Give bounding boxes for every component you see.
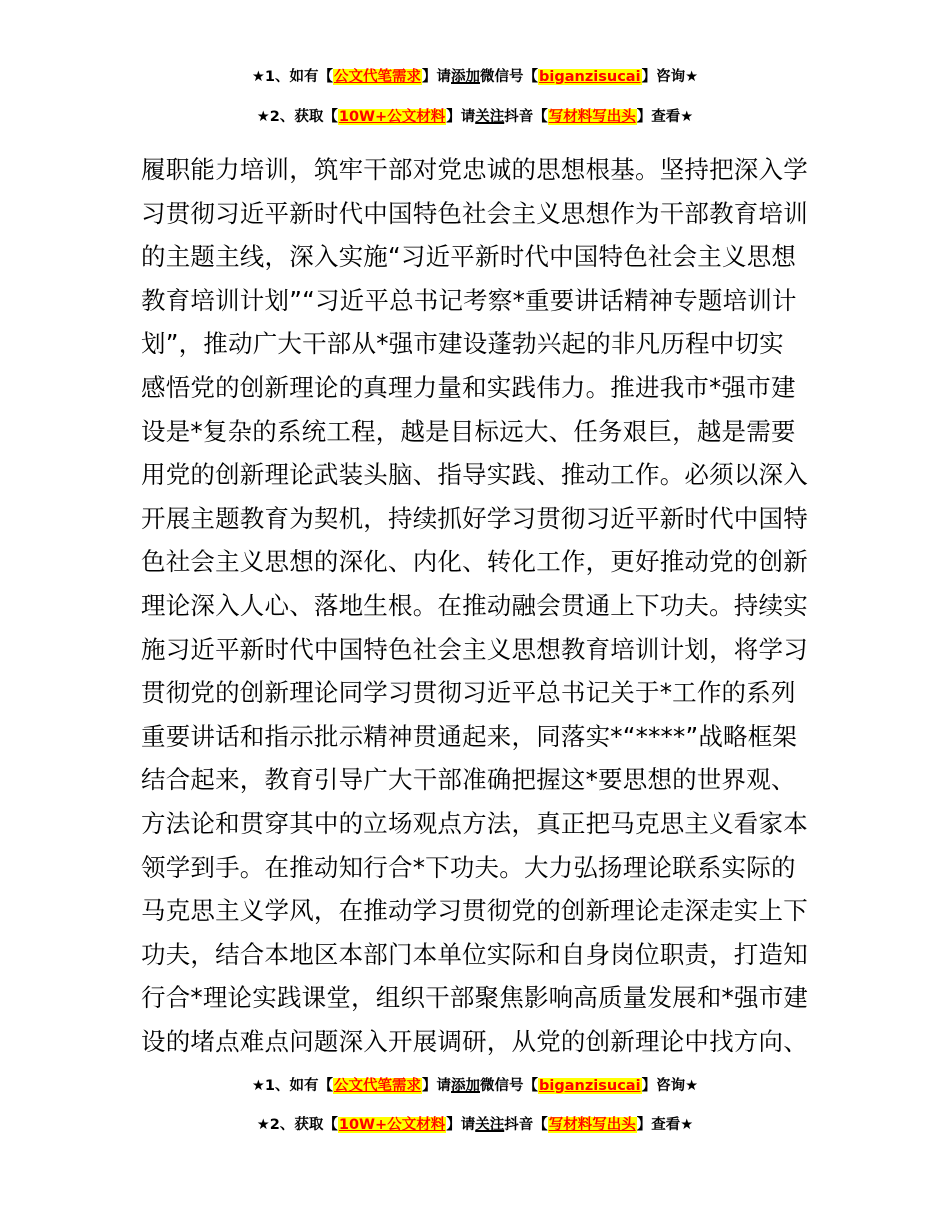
promo-emphasis: 关注: [475, 1117, 505, 1133]
body-line: 开展主题教育为契机，持续抓好学习贯彻习近平新时代中国特: [141, 503, 808, 533]
promo-text: 】请: [446, 1117, 476, 1133]
body-line: 用党的创新理论武装头脑、指导实践、推动工作。必须以深入: [141, 460, 808, 490]
promo-text: 】请: [422, 69, 452, 85]
body-line: 领学到手。在推动知行合*下功夫。大力弘扬理论联系实际的: [141, 852, 796, 882]
promo-emphasis: 关注: [475, 109, 505, 125]
body-line: 设的堵点难点问题深入开展调研，从党的创新理论中找方向、: [141, 1026, 808, 1056]
promo-prefix: ★1、如有【: [251, 1078, 334, 1094]
promo-text: 微信号【: [480, 69, 539, 85]
body-line: 重要讲话和指示批示精神贯通起来，同落实*“****”战略框架: [141, 721, 798, 751]
body-line: 感悟党的创新理论的真理力量和实践伟力。推进我市*强市建: [141, 372, 796, 402]
body-line: 马克思主义学风，在推动学习贯彻党的创新理论走深走实上下: [141, 896, 808, 926]
promo-banner-bottom-line-2: [0, 1114, 950, 1136]
promo-prefix: ★2、获取【: [256, 109, 338, 125]
body-line: 行合*理论实践课堂，组织干部聚焦影响高质量发展和*强市建: [141, 983, 809, 1013]
body-line: 履职能力培训，筑牢干部对党忠诚的思想根基。坚持把深入学: [141, 155, 808, 184]
promo-text: 微信号【: [480, 1078, 539, 1094]
promo-text: 】请: [422, 1078, 452, 1094]
promo-banner-bottom-line-1: [0, 1075, 950, 1097]
promo-suffix: 】查看★: [636, 109, 694, 125]
body-line: 设是*复杂的系统工程，越是目标远大、任务艰巨，越是需要: [141, 416, 796, 446]
promo-highlight-service: 公文代笔需求: [334, 1078, 422, 1094]
body-line: 习贯彻习近平新时代中国特色社会主义思想作为干部教育培训: [141, 198, 808, 228]
document-body: [141, 148, 821, 1063]
body-line: 施习近平新时代中国特色社会主义思想教育培训计划，将学习: [141, 634, 808, 664]
promo-banner-top-line-2: [0, 106, 950, 128]
promo-suffix: 】查看★: [636, 1117, 694, 1133]
promo-prefix: ★1、如有【: [251, 69, 334, 85]
body-line: 贯彻党的创新理论同学习贯彻习近平总书记关于*工作的系列: [141, 678, 796, 708]
promo-text: 抖音【: [504, 109, 548, 125]
promo-text: 抖音【: [504, 1117, 548, 1133]
promo-highlight-douyin-account: 写材料写出头: [548, 109, 636, 125]
promo-emphasis: 添加: [451, 69, 481, 85]
body-line: 教育培训计划”“习近平总书记考察*重要讲话精神专题培训计: [141, 285, 797, 315]
promo-suffix: 】咨询★: [641, 1078, 699, 1094]
promo-text: 】请: [446, 109, 476, 125]
promo-banner-top-line-1: [0, 66, 950, 88]
promo-highlight-wechat-id: biganzisucai: [539, 69, 641, 85]
body-line: 结合起来，教育引导广大干部准确把握这*要思想的世界观、: [141, 765, 796, 795]
body-line: 色社会主义思想的深化、内化、转化工作，更好推动党的创新: [141, 547, 808, 577]
promo-highlight-materials: 10W+公文材料: [338, 109, 446, 125]
promo-highlight-douyin-account: 写材料写出头: [548, 1117, 636, 1133]
body-line: 方法论和贯穿其中的立场观点方法，真正把马克思主义看家本: [141, 808, 808, 838]
body-line: 划”，推动广大干部从*强市建设蓬勃兴起的非凡历程中切实: [141, 329, 784, 359]
promo-suffix: 】咨询★: [641, 69, 699, 85]
promo-highlight-materials: 10W+公文材料: [338, 1117, 446, 1133]
promo-emphasis: 添加: [451, 1078, 481, 1094]
body-line: 功夫，结合本地区本部门本单位实际和自身岗位职责，打造知: [141, 939, 808, 969]
body-line: 的主题主线，深入实施“习近平新时代中国特色社会主义思想: [141, 242, 797, 272]
promo-prefix: ★2、获取【: [256, 1117, 338, 1133]
body-line: 理论深入人心、落地生根。在推动融会贯通上下功夫。持续实: [141, 590, 808, 620]
promo-highlight-wechat-id: biganzisucai: [539, 1078, 641, 1094]
promo-highlight-service: 公文代笔需求: [334, 69, 422, 85]
